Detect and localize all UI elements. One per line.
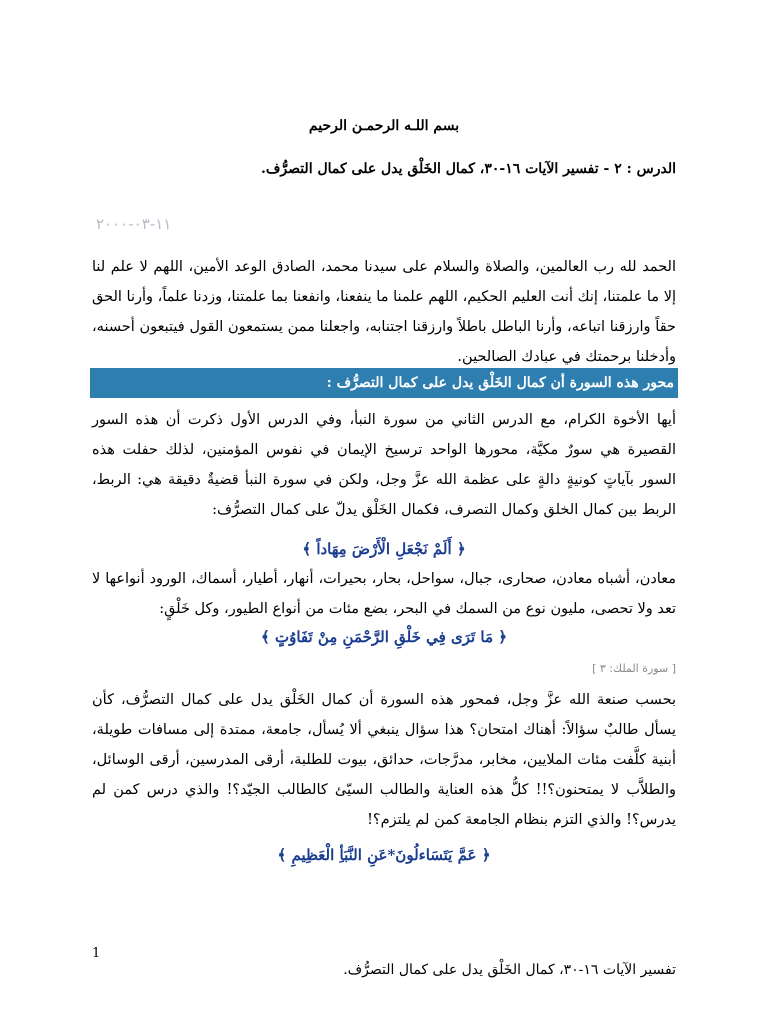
section-heading-banner: محور هذه السورة أن كمال الخَلْق يدل على كمال التصرُّف :	[90, 368, 678, 398]
body-paragraph-2: أيها الأخوة الكرام، مع الدرس الثاني من سورة النبأ، وفي الدرس الأول ذكرت أن هذه السور القصيرة هي سورٌ مكيَّة، محورها الواحد ترسيخ الإيمان في نفوس المؤمنين، لذلك حفلت هذه السور بآياتٍ كونيةٍ دالةٍ على عظمة الله عزَّ وجل، ولكن في سورة النبأ قضيةٌ دقيقة هي: الربط، الربط بين كمال الخلق وكمال التصرف، فكمال الخَلْق يدلّ على كمال التصرُّف:	[92, 412, 676, 518]
quran-verse-1: ﴿ أَلَمْ نَجْعَلِ الْأَرْضَ مِهَاداً ﴾	[302, 540, 466, 558]
verse-2-reference: [ سورة الملك: ٣ ]	[592, 662, 676, 675]
intro-paragraph: الحمد لله رب العالمين، والصلاة والسلام على سيدنا محمد، الصادق الوعد الأمين، اللهم لا علم لنا إلا ما علمتنا، إنك أنت العليم الحكيم، اللهم علمنا ما ينفعنا، وانفعنا بما علمتنا، وزدنا علماً، وأرنا الحق حقاً وارزقنا اتباعه، وأرنا الباطل باطلاً وارزقنا اجتنابه، واجعلنا ممن يستمعون القول فيتبعون أحسنه، وأدخلنا برحمتك في عبادك الصالحين.	[92, 259, 676, 365]
page-number: 1	[92, 946, 101, 961]
body-paragraph-3: معادن، أشباه معادن، صحارى، جبال، سواحل، بحار، بحيرات، أنهار، أطيار، أسماك، الورود أنواعها لا تعد ولا تحصى، مليون نوع من السمك في البحر، بضع مئات من أنواع الطيور، وكل خَلْقٍ:	[92, 571, 676, 617]
basmala-heading: بسم اللـه الرحمـن الرحيم	[308, 118, 460, 134]
footer-running-title: تفسير الآيات ١٦-٣٠، كمال الخَلْق يدل على كمال التصرُّف.	[343, 962, 676, 978]
lesson-date: ١١-٠٣-٢٠٠٠	[96, 215, 172, 233]
body-paragraph-4: بحسب صنعة الله عزَّ وجل، فمحور هذه السورة أن كمال الخَلْق يدل على كمال التصرُّف، كأن يسأل طالبٌ سؤالاً: أهناك امتحان؟ هذا سؤال ينبغي ألا يُسأل، جامعة، ممتدة إلى مسافات طويلة، أبنية كلَّفت مئات الملايين، مخابر، مدرَّجات، حدائق، بيوت للطلبة، أرقى المدرسين، أرقى الوسائل، والطلاَّب لا يمتحنون؟!! كلُّ هذه العناية والطالب السيّئ كالطالب الجيّد؟! والذي درس كمن لم يدرس؟! والذي التزم بنظام الجامعة كمن لم يلتزم؟!	[92, 692, 676, 828]
quran-verse-2: ﴿ مَا تَرَى فِي خَلْقِ الرَّحْمَنِ مِنْ تَفَاوُتٍ ﴾	[260, 628, 508, 646]
quran-verse-3: ﴿ عَمَّ يَتَسَاءلُونَ*عَنِ النَّبَأِ الْعَظِيمِ ﴾	[277, 846, 491, 864]
lesson-title: الدرس : ٢ - تفسير الآيات ١٦-٣٠، كمال الخَلْق يدل على كمال التصرُّف.	[260, 161, 676, 177]
